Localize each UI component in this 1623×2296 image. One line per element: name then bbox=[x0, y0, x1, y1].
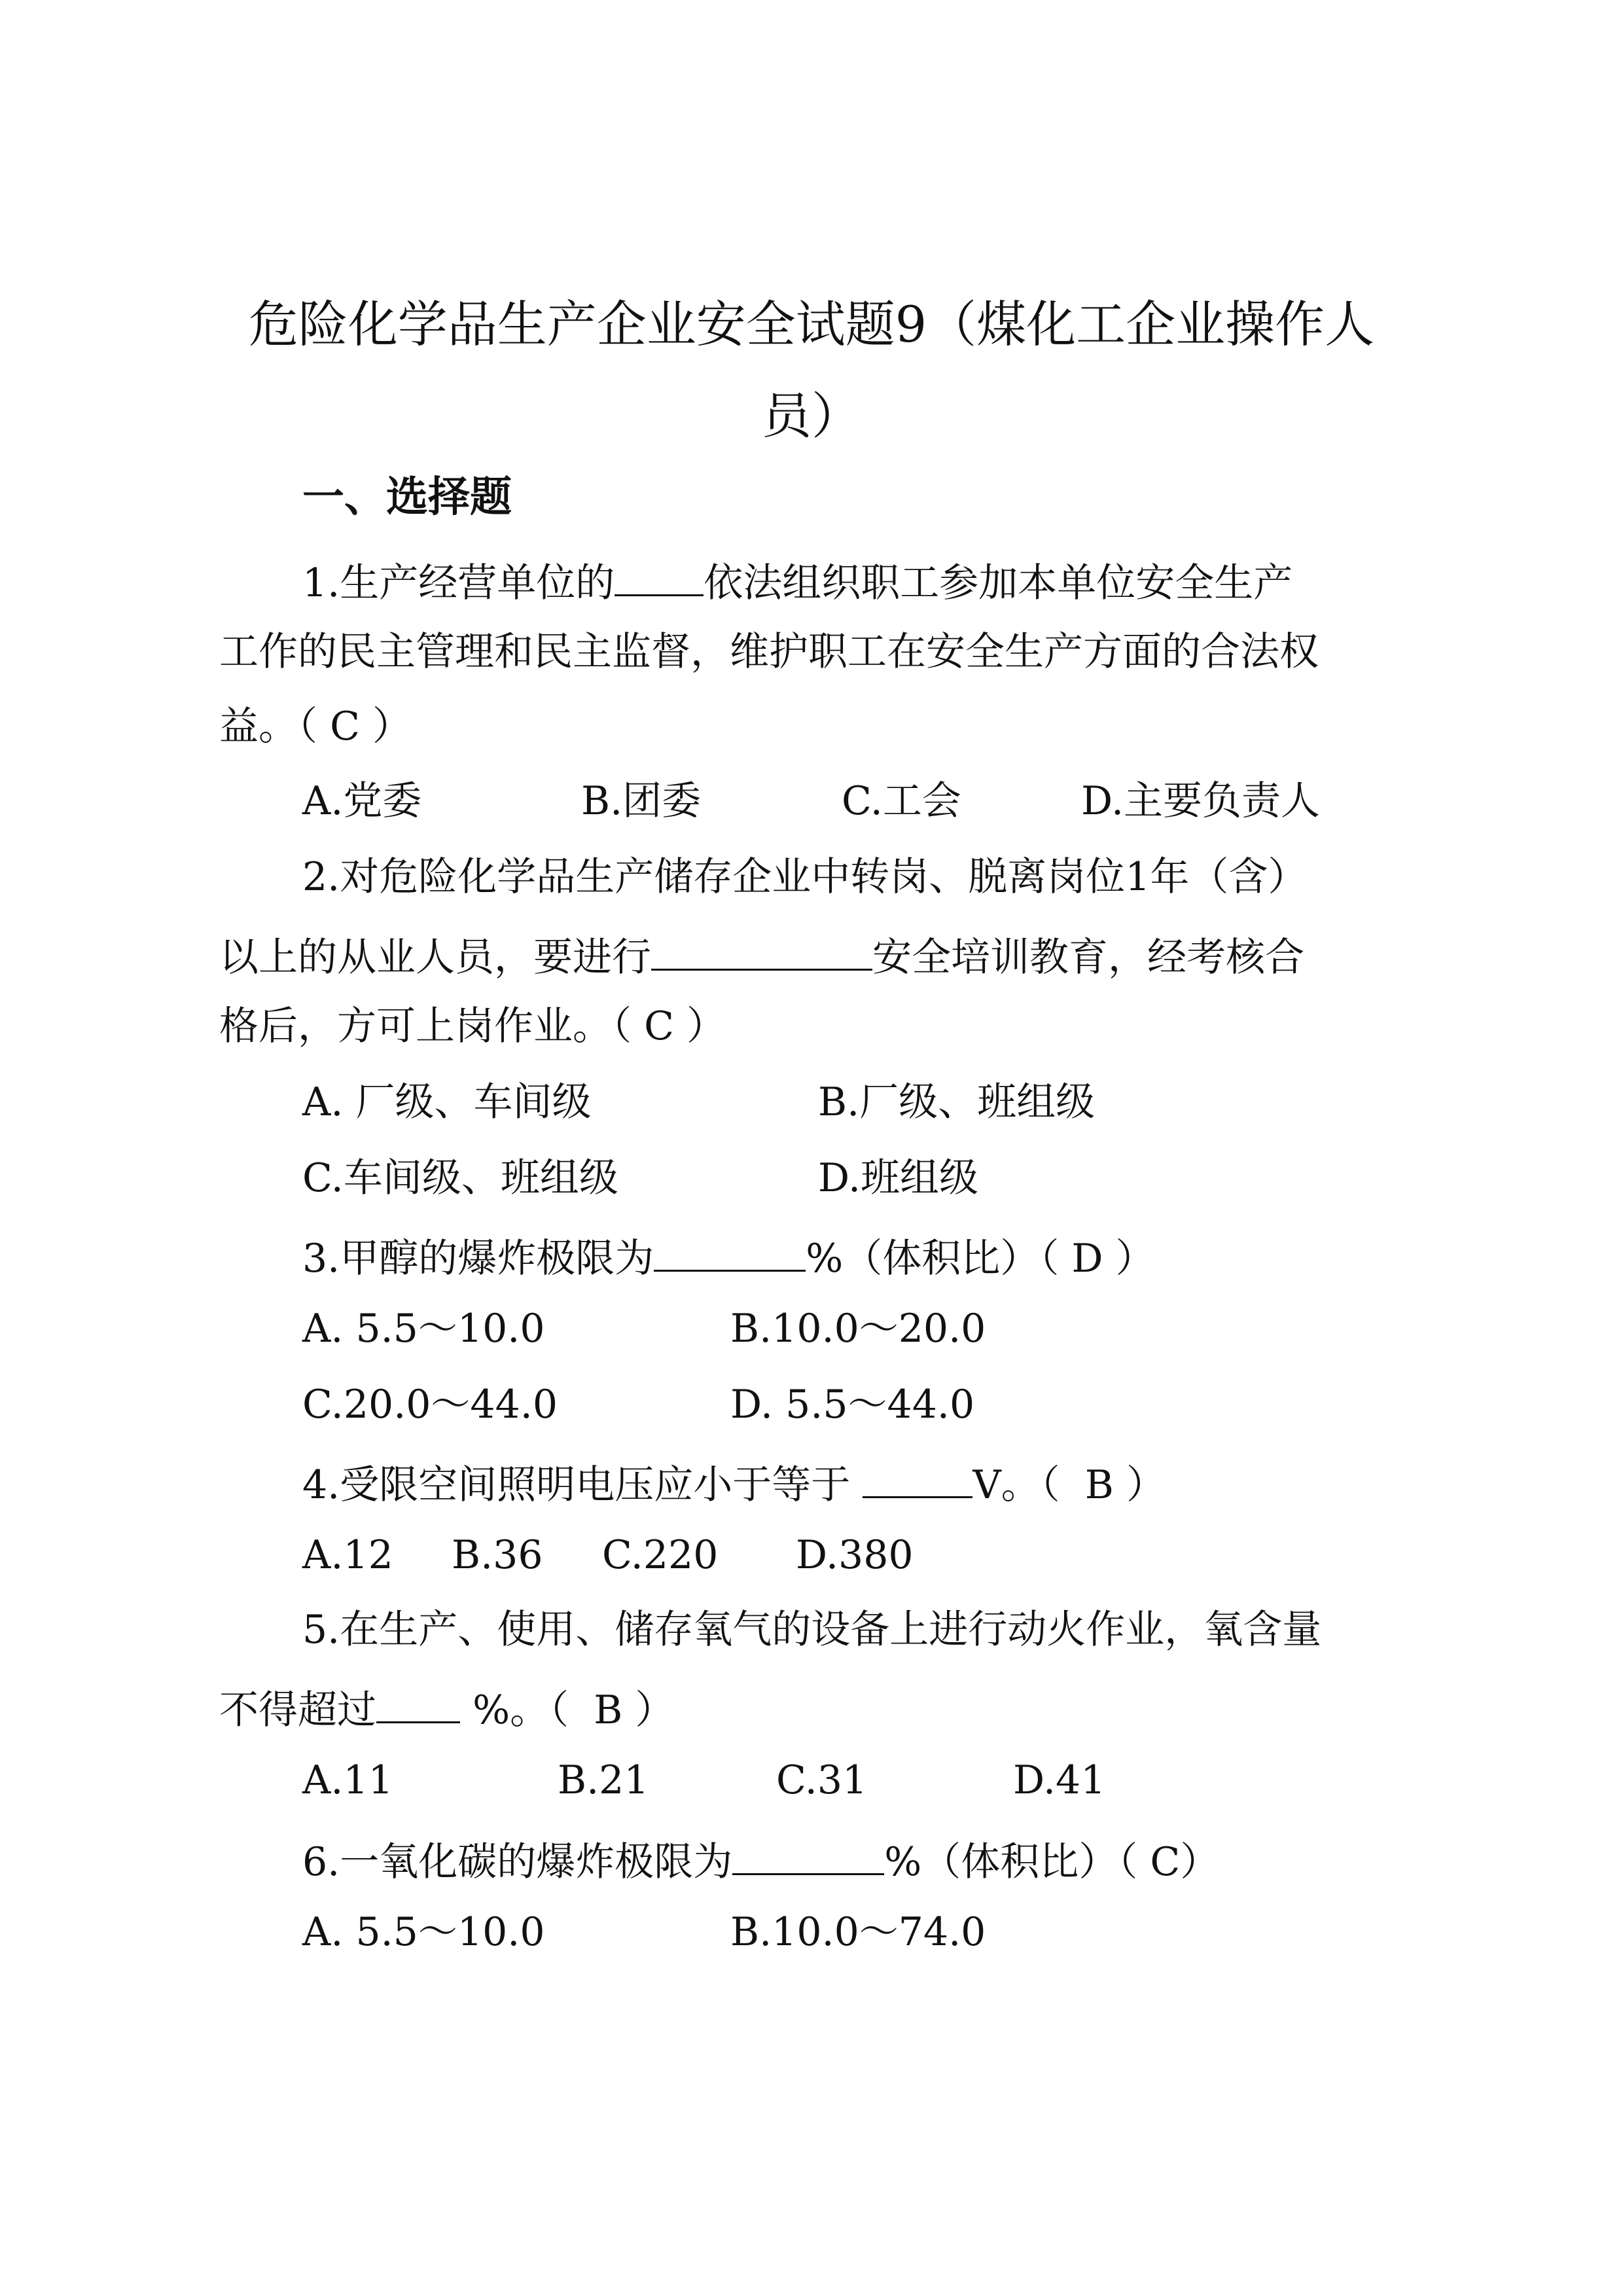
question-5-option-b: B.21 bbox=[558, 1757, 649, 1803]
question-4-option-d: D.380 bbox=[796, 1532, 914, 1578]
question-3-option-a: A. 5.5～10.0 bbox=[302, 1306, 545, 1352]
question-1-line-1: 1.生产经营单位的 依法组织职工参加本单位安全生产 bbox=[302, 558, 1293, 603]
question-2-option-b: B.厂级、班组级 bbox=[818, 1079, 1096, 1125]
section-heading: 一、选择题 bbox=[302, 473, 512, 522]
question-1-line-2: 工作的民主管理和民主监督，维护职工在安全生产方面的合法权 bbox=[219, 629, 1319, 675]
answer-blank bbox=[654, 1233, 806, 1272]
question-1-option-c: C.工会 bbox=[842, 778, 961, 824]
answer-blank bbox=[376, 1685, 460, 1723]
question-1-option-b: B.团委 bbox=[581, 778, 702, 824]
question-3-option-d: D. 5.5～44.0 bbox=[730, 1382, 975, 1427]
question-5-option-a: A.11 bbox=[302, 1757, 393, 1803]
question-4-option-a: A.12 bbox=[302, 1532, 393, 1578]
question-1-option-a: A.党委 bbox=[302, 778, 422, 824]
document-title-line-1: 危险化学品生产企业安全试题9（煤化工企业操作人 bbox=[248, 295, 1375, 353]
question-3-option-c: C.20.0～44.0 bbox=[302, 1382, 558, 1427]
question-3-line-1: 3.甲醇的爆炸极限为 %（体积比）（ D ） bbox=[302, 1233, 1155, 1278]
question-2-line-3: 格后，方可上岗作业。（ C ） bbox=[219, 1003, 726, 1049]
document-title-line-2: 员） bbox=[762, 387, 861, 445]
question-5-line-1: 5.在生产、使用、储存氧气的设备上进行动火作业，氧含量 bbox=[302, 1607, 1322, 1653]
question-6-line-1: 6.一氧化碳的爆炸极限为 %（体积比）（ C） bbox=[302, 1837, 1219, 1882]
answer-blank bbox=[615, 558, 704, 596]
question-4-line-1: 4.受限空间照明电压应小于等于 V。（ B ） bbox=[302, 1460, 1166, 1505]
question-5-option-d: D.41 bbox=[1013, 1757, 1106, 1803]
question-1-option-d: D.主要负责人 bbox=[1081, 778, 1321, 824]
question-2-option-a: A. 厂级、车间级 bbox=[302, 1079, 592, 1125]
question-5-line-2: 不得超过 %。（ B ） bbox=[219, 1685, 674, 1730]
question-4-option-b: B.36 bbox=[452, 1532, 543, 1578]
question-6-option-b: B.10.0～74.0 bbox=[730, 1909, 986, 1955]
question-2-option-d: D.班组级 bbox=[818, 1155, 979, 1201]
question-6-option-a: A. 5.5～10.0 bbox=[302, 1909, 545, 1955]
question-2-line-1: 2.对危险化学品生产储存企业中转岗、脱离岗位1年（含） bbox=[302, 854, 1308, 900]
answer-blank bbox=[863, 1460, 972, 1498]
question-2-option-c: C.车间级、班组级 bbox=[302, 1155, 618, 1201]
answer-blank bbox=[732, 1837, 884, 1875]
question-4-option-c: C.220 bbox=[602, 1532, 719, 1578]
question-2-line-2: 以上的从业人员，要进行 安全培训教育，经考核合 bbox=[219, 932, 1304, 977]
question-5-option-c: C.31 bbox=[776, 1757, 868, 1803]
question-1-line-3: 益。（ C ） bbox=[219, 704, 412, 749]
question-3-option-b: B.10.0～20.0 bbox=[730, 1306, 986, 1352]
answer-blank bbox=[651, 932, 872, 971]
